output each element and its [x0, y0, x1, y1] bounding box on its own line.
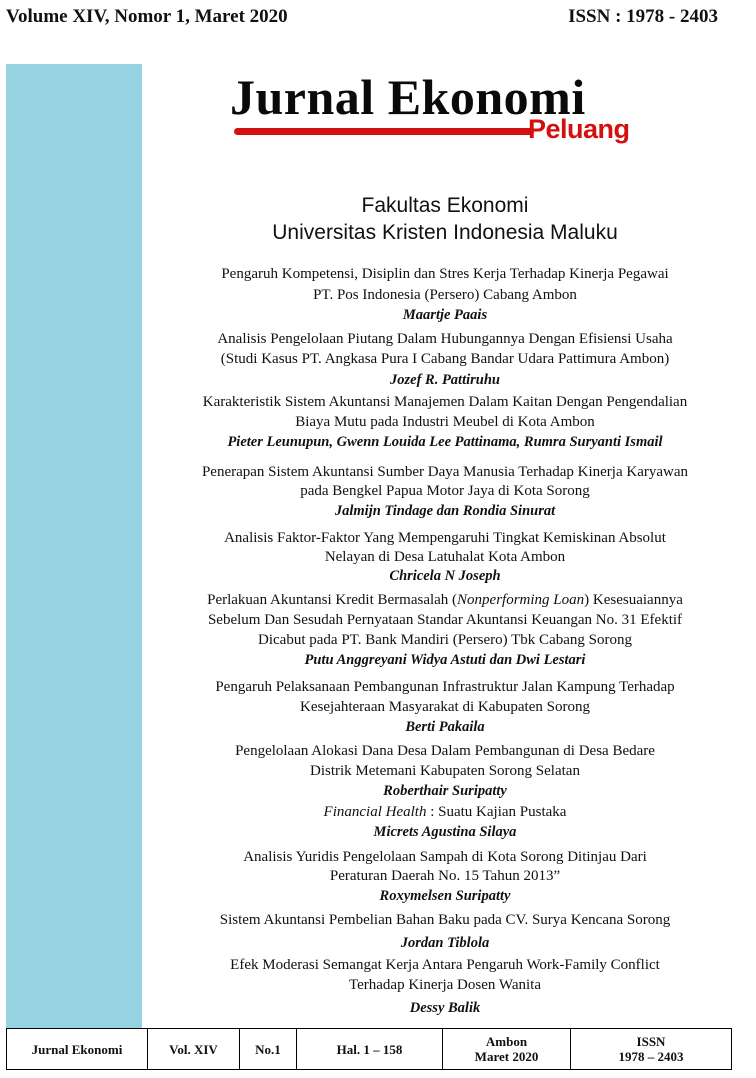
- article-title-line: Pengaruh Kompetensi, Disiplin dan Stres Kerja Terhadap Kinerja Pegawai: [221, 266, 669, 282]
- title-part-italic: Nonperforming Loan: [457, 592, 585, 608]
- article-title-line: Peraturan Daerah No. 15 Tahun 2013”: [329, 868, 561, 884]
- article-author: Micrets Agustina Silaya: [373, 824, 517, 840]
- title-part: ) Kesesuaiannya: [584, 592, 683, 608]
- article-author: Pieter Leunupun, Gwenn Louida Lee Pattinama, Rumra Suryanti Ismail: [227, 434, 663, 450]
- footer-table: [6, 1028, 732, 1070]
- footer-journal: [7, 1029, 148, 1069]
- article-title-line: Pengaruh Pelaksanaan Pembangunan Infrastruktur Jalan Kampung Terhadap: [215, 679, 675, 695]
- side-color-strip: [6, 64, 142, 1028]
- article-author: Dessy Balik: [409, 1000, 481, 1016]
- article-author: Jozef R. Pattiruhu: [390, 372, 500, 388]
- journal-subtitle: Peluang: [528, 114, 630, 144]
- footer-number: [240, 1029, 297, 1069]
- faculty-block: [150, 192, 740, 246]
- volume-info: Volume XIV, Nomor 1, Maret 2020: [6, 6, 288, 27]
- article-title-line: Sistem Akuntansi Pembelian Bahan Baku pada CV. Surya Kencana Sorong: [219, 912, 671, 928]
- article-author: Roberthair Suripatty: [383, 783, 507, 799]
- journal-title: Jurnal Ekonomi: [230, 69, 586, 125]
- article-author: Putu Anggreyani Widya Astuti dan Dwi Lestari: [304, 652, 586, 668]
- article-title-line: Sebelum Dan Sesudah Pernyataan Standar Akuntansi Keuangan No. 31 Efektif: [207, 612, 683, 628]
- footer-place: Ambon: [485, 1034, 528, 1049]
- university-name: Universitas Kristen Indonesia Maluku: [272, 221, 618, 244]
- article-author: Jalmijn Tindage dan Rondia Sinurat: [334, 503, 556, 519]
- article-title-line: Nelayan di Desa Latuhalat Kota Ambon: [324, 549, 566, 565]
- article-title-line: pada Bengkel Papua Motor Jaya di Kota Sorong: [300, 483, 590, 499]
- title-part: : Suatu Kajian Pustaka: [426, 804, 567, 820]
- article-author: Jordan Tiblola: [400, 935, 490, 951]
- article-title-line: Analisis Faktor-Faktor Yang Mempengaruhi Tingkat Kemiskinan Absolut: [224, 530, 666, 546]
- footer-place-date: [443, 1029, 571, 1069]
- article-title-line: [150, 804, 740, 821]
- article-author: Chricela N Joseph: [389, 568, 501, 584]
- article-title-line: [150, 592, 740, 609]
- title-underline: [234, 128, 534, 135]
- title-part: Perlakuan Akuntansi Kredit Bermasalah (: [207, 592, 458, 608]
- article-title-line: PT. Pos Indonesia (Persero) Cabang Ambon: [313, 287, 577, 303]
- article-title-line: Karakteristik Sistem Akuntansi Manajemen Dalam Kaitan Dengan Pengendalian: [202, 394, 688, 410]
- article-title-line: Terhadap Kinerja Dosen Wanita: [349, 977, 541, 993]
- footer-pages-text: Hal. 1 – 158: [336, 1041, 403, 1057]
- article-title-line: Kesejahteraan Masyarakat di Kabupaten Sorong: [300, 699, 590, 715]
- article-title-line: Penerapan Sistem Akuntansi Sumber Daya Manusia Terhadap Kinerja Karyawan: [201, 464, 689, 480]
- footer-issn: [571, 1029, 731, 1069]
- article-author: Berti Pakaila: [405, 719, 485, 735]
- article-title-line: Analisis Pengelolaan Piutang Dalam Hubungannya Dengan Efisiensi Usaha: [217, 331, 673, 347]
- footer-journal-name: Jurnal Ekonomi: [31, 1041, 123, 1057]
- title-part-italic: Financial Health: [323, 804, 427, 820]
- article-author: Roxymelsen Suripatty: [379, 888, 511, 904]
- footer-date: Maret 2020: [474, 1049, 539, 1064]
- top-header: [6, 6, 718, 32]
- faculty-name: Fakultas Ekonomi: [361, 194, 529, 217]
- article-title-line: Biaya Mutu pada Industri Meubel di Kota Ambon: [295, 414, 595, 430]
- footer-issn-label: ISSN: [636, 1034, 666, 1049]
- article-title-line: Pengelolaan Alokasi Dana Desa Dalam Pembangunan di Desa Bedare: [235, 743, 655, 759]
- footer-volume: [148, 1029, 240, 1069]
- masthead-logo: [230, 68, 630, 158]
- footer-pages: [297, 1029, 443, 1069]
- article-author: Maartje Paais: [402, 307, 488, 323]
- article-title-line: Distrik Metemani Kabupaten Sorong Selatan: [310, 763, 580, 779]
- article-title-line: Efek Moderasi Semangat Kerja Antara Pengaruh Work-Family Conflict: [230, 957, 660, 973]
- issn-info: ISSN : 1978 - 2403: [568, 6, 718, 27]
- article-title-line: Analisis Yuridis Pengelolaan Sampah di Kota Sorong Ditinjau Dari: [243, 849, 647, 865]
- footer-number-text: No.1: [255, 1041, 281, 1057]
- footer-volume-text: Vol. XIV: [169, 1041, 218, 1057]
- footer-issn-value: 1978 – 2403: [618, 1049, 684, 1064]
- article-title-line: (Studi Kasus PT. Angkasa Pura I Cabang Bandar Udara Pattimura Ambon): [220, 351, 670, 367]
- article-title-line: Dicabut pada PT. Bank Mandiri (Persero) Tbk Cabang Sorong: [258, 632, 632, 648]
